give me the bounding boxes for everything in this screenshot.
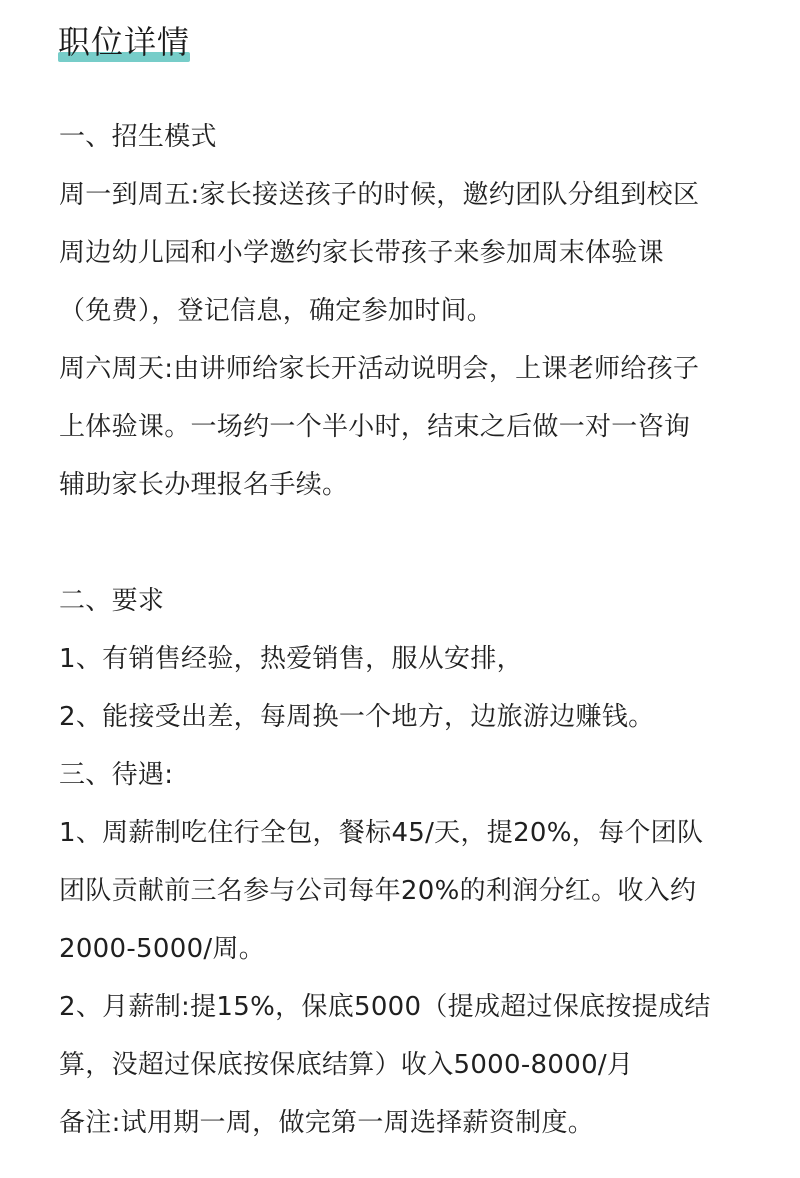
recruit-line: 上体验课。一场约一个半小时，结束之后做一对一咨询 bbox=[59, 412, 691, 442]
section-heading-benefits: 三、待遇: bbox=[59, 760, 174, 790]
benefit-line: 2000-5000/周。 bbox=[59, 934, 266, 964]
section-spacer bbox=[59, 514, 749, 572]
recruit-line: 辅助家长办理报名手续。 bbox=[59, 470, 349, 500]
recruit-line: 周边幼儿园和小学邀约家长带孩子来参加周末体验课 bbox=[59, 238, 664, 268]
section-heading-requirements: 二、要求 bbox=[59, 586, 165, 616]
recruit-line: 周一到周五:家长接送孩子的时候，邀约团队分组到校区 bbox=[59, 180, 700, 210]
benefit-line: 团队贡献前三名参与公司每年20%的利润分红。收入约 bbox=[59, 876, 697, 906]
benefit-line: 算，没超过保底按保底结算）收入5000-8000/月 bbox=[59, 1050, 634, 1080]
requirement-line: 2、能接受出差，每周换一个地方，边旅游边赚钱。 bbox=[59, 702, 655, 732]
remark-line: 备注:试用期一周，做完第一周选择薪资制度。 bbox=[59, 1108, 595, 1138]
page-title-wrapper bbox=[58, 18, 190, 66]
recruit-line: 周六周天:由讲师给家长开活动说明会，上课老师给孩子 bbox=[59, 354, 700, 384]
benefit-line: 2、月薪制:提15%，保底5000（提成超过保底按提成结 bbox=[59, 992, 711, 1022]
requirement-line: 1、有销售经验，热爱销售，服从安排， bbox=[59, 644, 523, 674]
section-heading-recruit: 一、招生模式 bbox=[59, 122, 217, 152]
job-description-body bbox=[59, 108, 749, 1152]
page-title: 职位详情 bbox=[58, 23, 191, 61]
benefit-line: 1、周薪制吃住行全包，餐标45/天，提20%，每个团队 bbox=[59, 818, 704, 848]
recruit-line: （免费），登记信息，确定参加时间。 bbox=[59, 296, 494, 326]
